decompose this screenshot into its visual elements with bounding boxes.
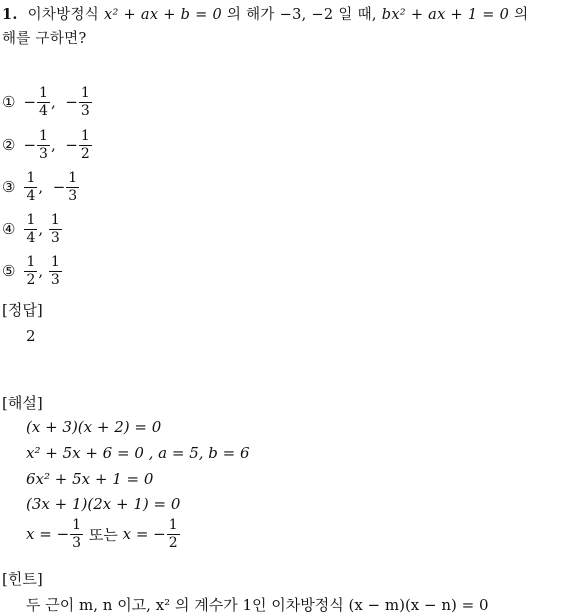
fraction: $\frac{1}{2}$ <box>26 253 36 288</box>
fraction: $\frac{1}{3}$ <box>50 211 60 246</box>
question-text-when: 일 때, <box>338 7 377 23</box>
fraction: $\frac{1}{3}$ <box>72 516 82 551</box>
choice-5[interactable]: ⑤ $\frac{1}{2}$ , $\frac{1}{3}$ <box>2 253 60 288</box>
fraction: $\frac{1}{4}$ <box>39 84 48 119</box>
choice-mark: ① <box>2 93 16 111</box>
hint-label: [힌트] <box>2 570 43 588</box>
fraction: $\frac{1}{3}$ <box>68 169 78 204</box>
solution-label: [해설] <box>2 394 43 412</box>
choice-4[interactable]: ④ $\frac{1}{4}$ , $\frac{1}{3}$ <box>2 211 60 246</box>
question-line-1 <box>2 3 528 24</box>
choice-mark: ② <box>2 136 16 154</box>
fraction: $\frac{1}{2}$ <box>80 127 90 162</box>
fraction: $\frac{1}{2}$ <box>168 516 178 551</box>
fraction: $\frac{1}{3}$ <box>80 84 90 119</box>
hint-text: 두 근이 m, n 이고, x² 의 계수가 1인 이차방정식 (x − m)(x − n) = 0 <box>26 596 489 614</box>
choice-mark: ④ <box>2 220 16 238</box>
question-text-end: 의 <box>514 7 529 23</box>
question-number: 1. <box>2 6 18 23</box>
solution-line-2: x² + 5x + 6 = 0 , a = 5, b = 6 <box>26 444 250 462</box>
choice-mark: ⑤ <box>2 262 16 280</box>
question-roots: −3, −2 <box>279 7 334 23</box>
solution-line-4: (3x + 1)(2x + 1) = 0 <box>26 495 181 513</box>
choices-list <box>2 80 93 292</box>
answer-label: [정답] <box>2 301 43 319</box>
question-text-mid: 의 해가 <box>226 7 275 23</box>
choice-3[interactable]: ③ $\frac{1}{4}$ , − $\frac{1}{3}$ <box>2 169 78 204</box>
question-equation-2: bx² + ax + 1 = 0 <box>381 7 510 23</box>
question-equation: x² + ax + b = 0 <box>104 7 222 23</box>
solution-line-1: (x + 3)(x + 2) = 0 <box>26 418 162 436</box>
choice-1[interactable]: ① − $\frac{1}{4}$ , − $\frac{1}{3}$ <box>2 84 90 119</box>
solution-line-3: 6x² + 5x + 1 = 0 <box>26 470 154 488</box>
question-text-pre: 이차방정식 <box>27 7 100 23</box>
solution-line-5: x = − $\frac{1}{3}$ 또는 x = − $\frac{1}{2}$ <box>26 516 178 551</box>
answer-value: 2 <box>26 327 36 345</box>
fraction: $\frac{1}{4}$ <box>26 211 36 246</box>
choice-2[interactable]: ② − $\frac{1}{3}$ , − $\frac{1}{2}$ <box>2 127 90 162</box>
choice-mark: ③ <box>2 178 16 196</box>
fraction: $\frac{1}{3}$ <box>39 127 48 162</box>
fraction: $\frac{1}{3}$ <box>50 253 60 288</box>
question-line-2: 해를 구하면? <box>2 31 87 47</box>
fraction: $\frac{1}{4}$ <box>26 169 36 204</box>
